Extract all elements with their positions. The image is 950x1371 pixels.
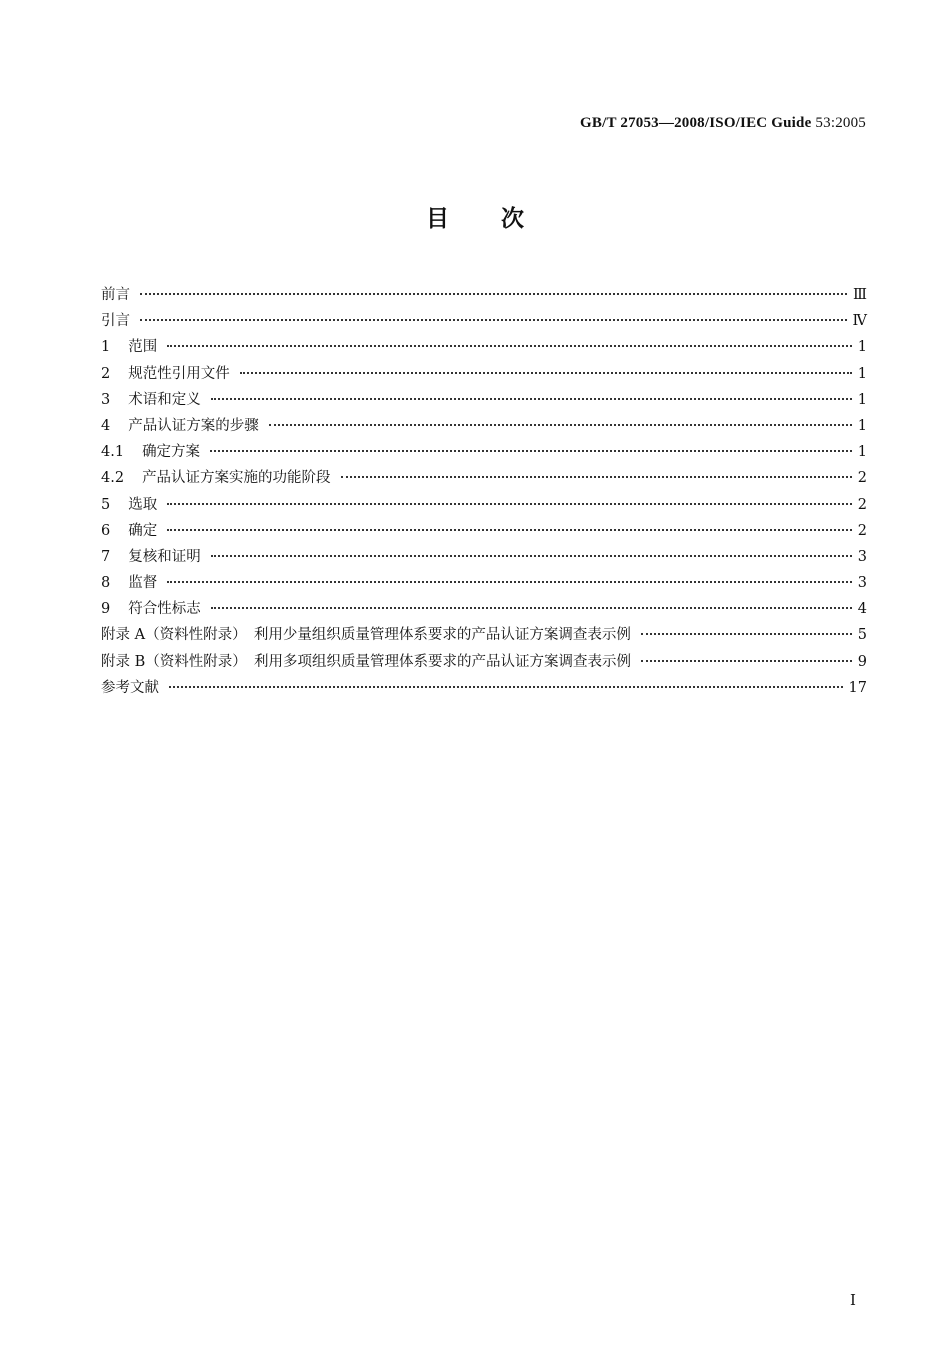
toc-leader-dots [210,450,852,452]
toc-entry-label: 范围 [128,339,158,356]
toc-entry-number: 7 [101,548,111,565]
toc-entry [101,492,867,518]
toc-leader-dots [169,686,843,688]
toc-entry [101,465,867,491]
standard-id: GB/T 27053—2008/ISO/IEC Guide [580,115,812,131]
standard-year: 53:2005 [815,115,866,131]
toc-entry-number: 3 [101,391,111,408]
toc-entry-page: 2 [857,522,867,539]
toc-leader-dots [269,424,852,426]
toc-leader-dots [341,476,852,478]
toc-entry-label: 规范性引用文件 [128,365,230,382]
footer-page-number: Ⅰ [850,1293,856,1309]
toc-entry-page: 17 [848,679,867,696]
toc-entry-page: Ⅲ [853,287,867,303]
toc-leader-dots [167,529,852,531]
toc-entry-number: 2 [101,365,111,382]
toc-leader-dots [167,503,852,505]
toc-entry-page: Ⅳ [852,313,867,330]
toc-leader-dots [240,372,852,374]
toc-entry-page: 2 [857,470,867,487]
toc-entry [101,334,867,360]
toc-entry-page: 4 [857,601,867,618]
toc-entry [101,308,867,334]
toc-leader-dots [641,633,852,635]
toc-entry-page: 3 [857,575,867,592]
toc-entry [101,622,867,648]
toc-leader-dots [211,555,852,557]
toc-entry-label: 确定 [128,522,158,539]
toc-entry-number: 9 [101,601,111,618]
standard-header [580,115,866,132]
toc-entry-label: 复核和证明 [128,548,201,565]
page-title: 目次 [426,206,576,232]
toc-entry-label: 附录 B（资料性附录） 利用多项组织质量管理体系要求的产品认证方案调查表示例 [101,653,632,670]
toc-leader-dots [641,660,852,662]
toc-entry-number: 1 [101,339,111,356]
toc-entry-page: 1 [857,365,867,382]
toc-entry [101,596,867,622]
toc-entry-label: 术语和定义 [128,391,201,408]
toc-entry [101,518,867,544]
toc-entry-label: 参考文献 [101,679,159,696]
toc-entry-page: 3 [857,548,867,565]
toc-entry [101,282,867,308]
toc-entry [101,570,867,596]
toc-entry-page: 1 [857,339,867,356]
toc-entry-label: 监督 [128,575,158,592]
toc-entry-number: 4.1 [101,444,125,461]
toc-entry [101,361,867,387]
toc-entry-number: 4.2 [101,470,125,487]
toc-leader-dots [140,319,847,321]
toc-entry-page: 1 [857,417,867,434]
toc-entry [101,413,867,439]
toc-entry [101,387,867,413]
toc-leader-dots [140,293,847,295]
toc-entry-label: 产品认证方案实施的功能阶段 [142,470,331,487]
toc-entry-page: 1 [857,444,867,461]
toc-entry [101,544,867,570]
toc-entry-label: 产品认证方案的步骤 [128,417,259,434]
toc-entry-number: 8 [101,575,111,592]
toc-entry-page: 2 [857,496,867,513]
toc-leader-dots [211,607,852,609]
toc-entry [101,439,867,465]
toc-entry-label: 确定方案 [142,444,201,461]
toc-entry [101,675,867,701]
toc-entry-label: 选取 [128,496,158,513]
toc-entry-label: 符合性标志 [128,601,201,618]
toc-leader-dots [167,345,852,347]
toc-entry [101,649,867,675]
toc-entry-number: 5 [101,496,111,513]
toc-entry-page: 9 [857,653,867,670]
table-of-contents [101,282,867,701]
toc-entry-number: 4 [101,417,111,434]
toc-leader-dots [167,581,852,583]
toc-entry-page: 5 [857,627,867,644]
toc-entry-label: 前言 [101,287,130,303]
toc-entry-number: 6 [101,522,111,539]
toc-entry-page: 1 [857,391,867,408]
toc-entry-label: 附录 A（资料性附录） 利用少量组织质量管理体系要求的产品认证方案调查表示例 [101,627,631,644]
toc-entry-label: 引言 [101,313,130,330]
toc-leader-dots [211,398,852,400]
